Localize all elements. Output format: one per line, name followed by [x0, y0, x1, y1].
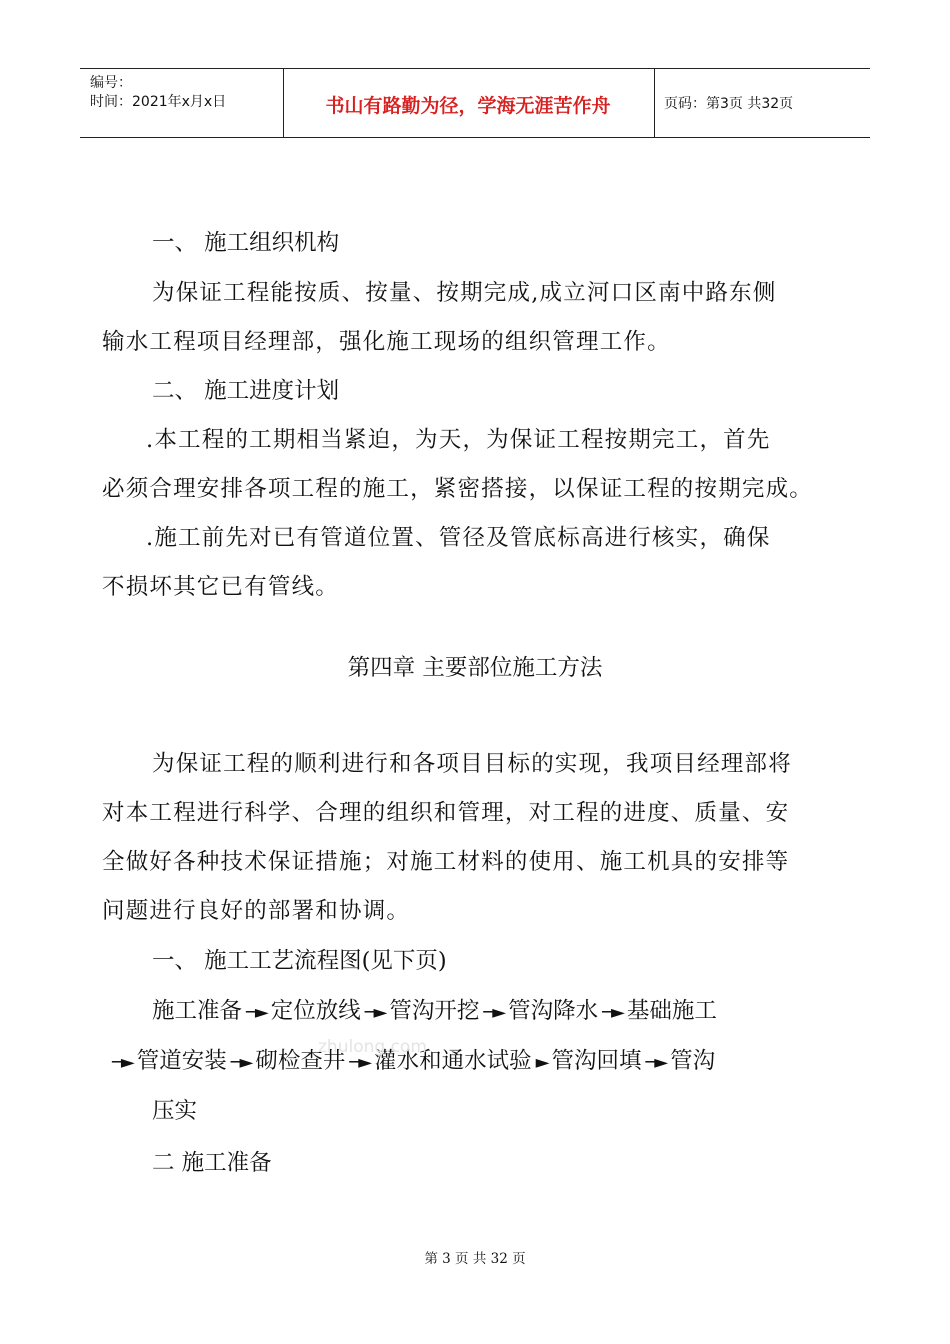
arrow-icon: ─► [602, 1002, 623, 1023]
flow-step: 灌水和通水试验 [374, 1048, 532, 1074]
header-page-info: 页码：第3页 共32页 [664, 96, 794, 112]
flow-step: 定位放线 [270, 998, 361, 1024]
flow-step: 基础施工 [626, 998, 717, 1024]
flow-step: 管沟开挖 [389, 998, 480, 1024]
paragraph-line: 问题进行良好的部署和协调。 [102, 898, 411, 924]
chapter-title: 第四章 主要部位施工方法 [347, 655, 603, 681]
flow-step: 压实 [152, 1098, 198, 1124]
arrow-icon: ─► [246, 1002, 267, 1023]
header-divider [654, 69, 655, 137]
flow-step: 管沟降水 [508, 998, 599, 1024]
paragraph-line: 对本工程进行科学、合理的组织和管理，对工程的进度、质量、安 [102, 800, 790, 826]
header-motto: 书山有路勤为径，学海无涯苦作舟 [325, 95, 611, 117]
paragraph-line: 为保证工程能按质、按量、按期完成,成立河口区南中路东侧 [152, 280, 777, 306]
arrow-icon: ─► [483, 1002, 505, 1023]
flow-step: 管道安装 [136, 1048, 227, 1074]
flow-step: 施工准备 [152, 998, 243, 1024]
paragraph-line: .本工程的工期相当紧迫，为天，为保证工程按期完工，首先 [146, 427, 771, 453]
flow-step: 管沟 [670, 1048, 716, 1074]
section-heading: 二、 施工进度计划 [152, 378, 340, 404]
flow-step: 砌检查井 [255, 1048, 346, 1074]
paragraph-line: 输水工程项目经理部，强化施工现场的组织管理工作。 [102, 329, 671, 355]
paragraph-line: 为保证工程的顺利进行和各项目目标的实现，我项目经理部将 [152, 751, 792, 777]
flow-step: 管沟回填 [551, 1048, 642, 1074]
paragraph-line: 不损坏其它已有管线。 [102, 574, 340, 600]
section-heading: 一、 施工工艺流程图(见下页) [152, 948, 447, 974]
flow-row [152, 998, 717, 1025]
page-footer: 第 3 页 共 32 页 [424, 1251, 526, 1267]
watermark: zhulong.com [318, 1037, 427, 1057]
arrow-icon: ─► [112, 1052, 133, 1073]
date-label: 时间：2021年x月x日 [90, 94, 227, 110]
paragraph-line: .施工前先对已有管道位置、管径及管底标高进行核实，确保 [146, 525, 771, 551]
document-header [80, 68, 870, 138]
paragraph-line: 全做好各种技术保证措施；对施工材料的使用、施工机具的安排等 [102, 849, 790, 875]
arrow-icon: ─► [645, 1052, 667, 1073]
number-label: 编号： [90, 75, 132, 91]
section-heading: 一、 施工组织机构 [152, 230, 340, 256]
section-heading: 二 施工准备 [152, 1150, 272, 1176]
arrow-icon: ─► [230, 1052, 252, 1073]
paragraph-line: 必须合理安排各项工程的施工，紧密搭接，以保证工程的按期完成。 [102, 476, 814, 502]
arrow-icon: ─► [364, 1002, 386, 1023]
arrow-icon: ─► [349, 1052, 371, 1073]
arrow-icon: ► [535, 1052, 548, 1073]
